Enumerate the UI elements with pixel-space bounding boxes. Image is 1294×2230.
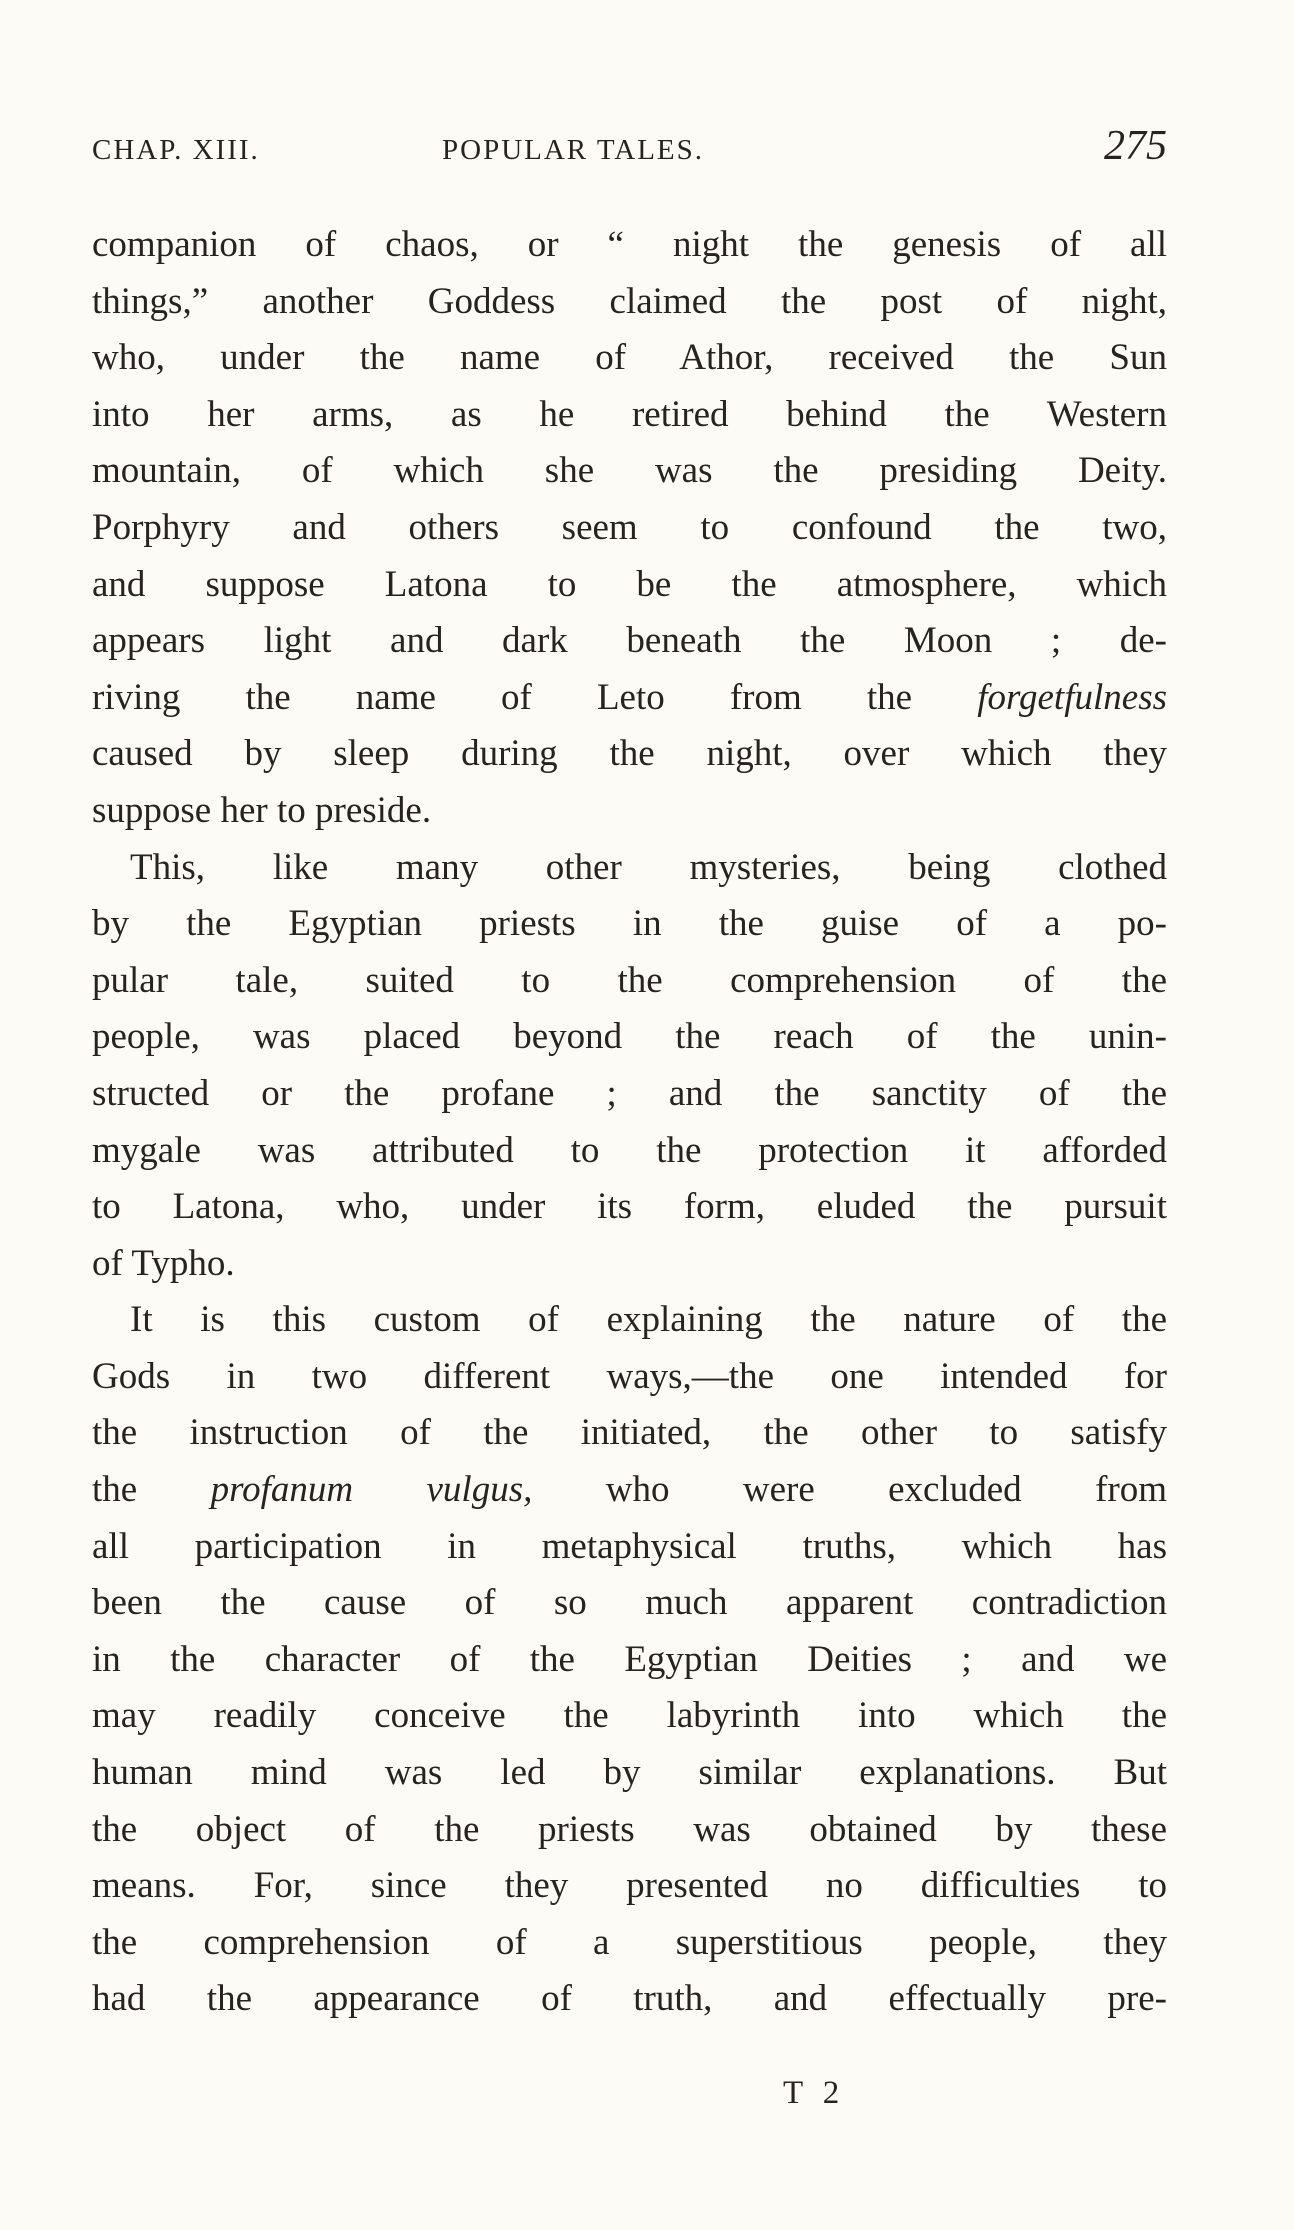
text-line — [92, 1462, 1167, 1519]
line-text: means. For, since they presented no difficulties to — [92, 1865, 1167, 1907]
text-line — [92, 1575, 1167, 1632]
line-text: appears light and dark beneath the Moon ; de- — [92, 620, 1167, 662]
line-text: been the cause of so much apparent contradiction — [92, 1582, 1167, 1624]
line-text: of Typho. — [92, 1242, 235, 1284]
line-text: Porphyry and others seem to confound the two, — [92, 506, 1167, 548]
text-line — [92, 1236, 1167, 1293]
text-line — [92, 1123, 1167, 1180]
text-line — [92, 726, 1167, 783]
text-line — [92, 1179, 1167, 1236]
line-text: things,” another Goddess claimed the post of night, — [92, 280, 1167, 322]
text-line — [92, 1745, 1167, 1802]
line-text: into her arms, as he retired behind the Western — [92, 393, 1167, 435]
line-text: mountain, of which she was the presiding Deity. — [92, 450, 1167, 492]
line-text: companion of chaos, or “ night the genesis of all — [92, 224, 1167, 265]
line-text: the object of the priests was obtained by these — [92, 1808, 1167, 1850]
line-text: all participation in metaphysical truths, which has — [92, 1525, 1167, 1567]
line-text: It is this custom of explaining the nature of the — [130, 1299, 1167, 1341]
text-line — [92, 1066, 1167, 1123]
line-text: the comprehension of a superstitious people, they — [92, 1921, 1167, 1963]
line-text: may readily conceive the labyrinth into which the — [92, 1695, 1167, 1737]
text-line — [92, 1009, 1167, 1066]
text-line — [92, 217, 1167, 274]
line-text: the — [92, 1469, 211, 1511]
line-text: people, was placed beyond the reach of the unin- — [92, 1016, 1167, 1058]
text-line — [92, 1405, 1167, 1462]
line-text: the instruction of the initiated, the other to satisfy — [92, 1412, 1167, 1454]
line-text: pular tale, suited to the comprehension of the — [92, 959, 1167, 1001]
line-text: riving the name of Leto from the — [92, 676, 978, 718]
text-line — [92, 1292, 1167, 1349]
text-line — [92, 1802, 1167, 1859]
text-line — [92, 840, 1167, 897]
italic-text: forgetfulness — [977, 676, 1167, 718]
line-text: mygale was attributed to the protection it afforded — [92, 1129, 1167, 1171]
line-text: who were excluded from — [532, 1469, 1167, 1511]
running-title: POPULAR TALES. — [442, 134, 705, 166]
line-text: and suppose Latona to be the atmosphere, which — [92, 563, 1167, 605]
text-line — [92, 1971, 1167, 2028]
text-line — [92, 443, 1167, 500]
text-line — [92, 613, 1167, 670]
text-line — [92, 1688, 1167, 1745]
text-line — [92, 953, 1167, 1010]
line-text: had the appearance of truth, and effectually pre- — [92, 1978, 1167, 2020]
line-text: who, under the name of Athor, received the Sun — [92, 337, 1167, 379]
line-text: by the Egyptian priests in the guise of a po- — [92, 903, 1167, 945]
line-text: Gods in two different ways,—the one intended for — [92, 1355, 1167, 1397]
text-line — [92, 500, 1167, 557]
text-line — [92, 1915, 1167, 1972]
line-text: suppose her to preside. — [92, 789, 432, 831]
line-text: to Latona, who, under its form, eluded the pursuit — [92, 1186, 1167, 1228]
line-text: human mind was led by similar explanations. But — [92, 1752, 1167, 1794]
chapter-label: CHAP. XIII. — [92, 134, 260, 166]
line-text: caused by sleep during the night, over which they — [92, 733, 1167, 775]
text-line — [92, 557, 1167, 614]
text-line — [92, 896, 1167, 953]
printer-signature-mark: T 2 — [783, 2075, 846, 2111]
text-line — [92, 387, 1167, 444]
running-header — [92, 122, 1167, 182]
text-line — [92, 1858, 1167, 1915]
line-text: structed or the profane ; and the sanctity of the — [92, 1072, 1167, 1114]
page-number: 275 — [1104, 123, 1167, 169]
text-line — [92, 783, 1167, 840]
text-line — [92, 1519, 1167, 1576]
line-text: in the character of the Egyptian Deities ; and we — [92, 1638, 1167, 1680]
italic-text: profanum vulgus, — [210, 1469, 533, 1511]
text-line — [92, 1349, 1167, 1406]
line-text: This, like many other mysteries, being clothed — [130, 846, 1167, 888]
text-line — [92, 330, 1167, 387]
text-line — [92, 670, 1167, 727]
body-text — [92, 217, 1167, 2028]
text-line — [92, 274, 1167, 331]
text-line — [92, 1632, 1167, 1689]
